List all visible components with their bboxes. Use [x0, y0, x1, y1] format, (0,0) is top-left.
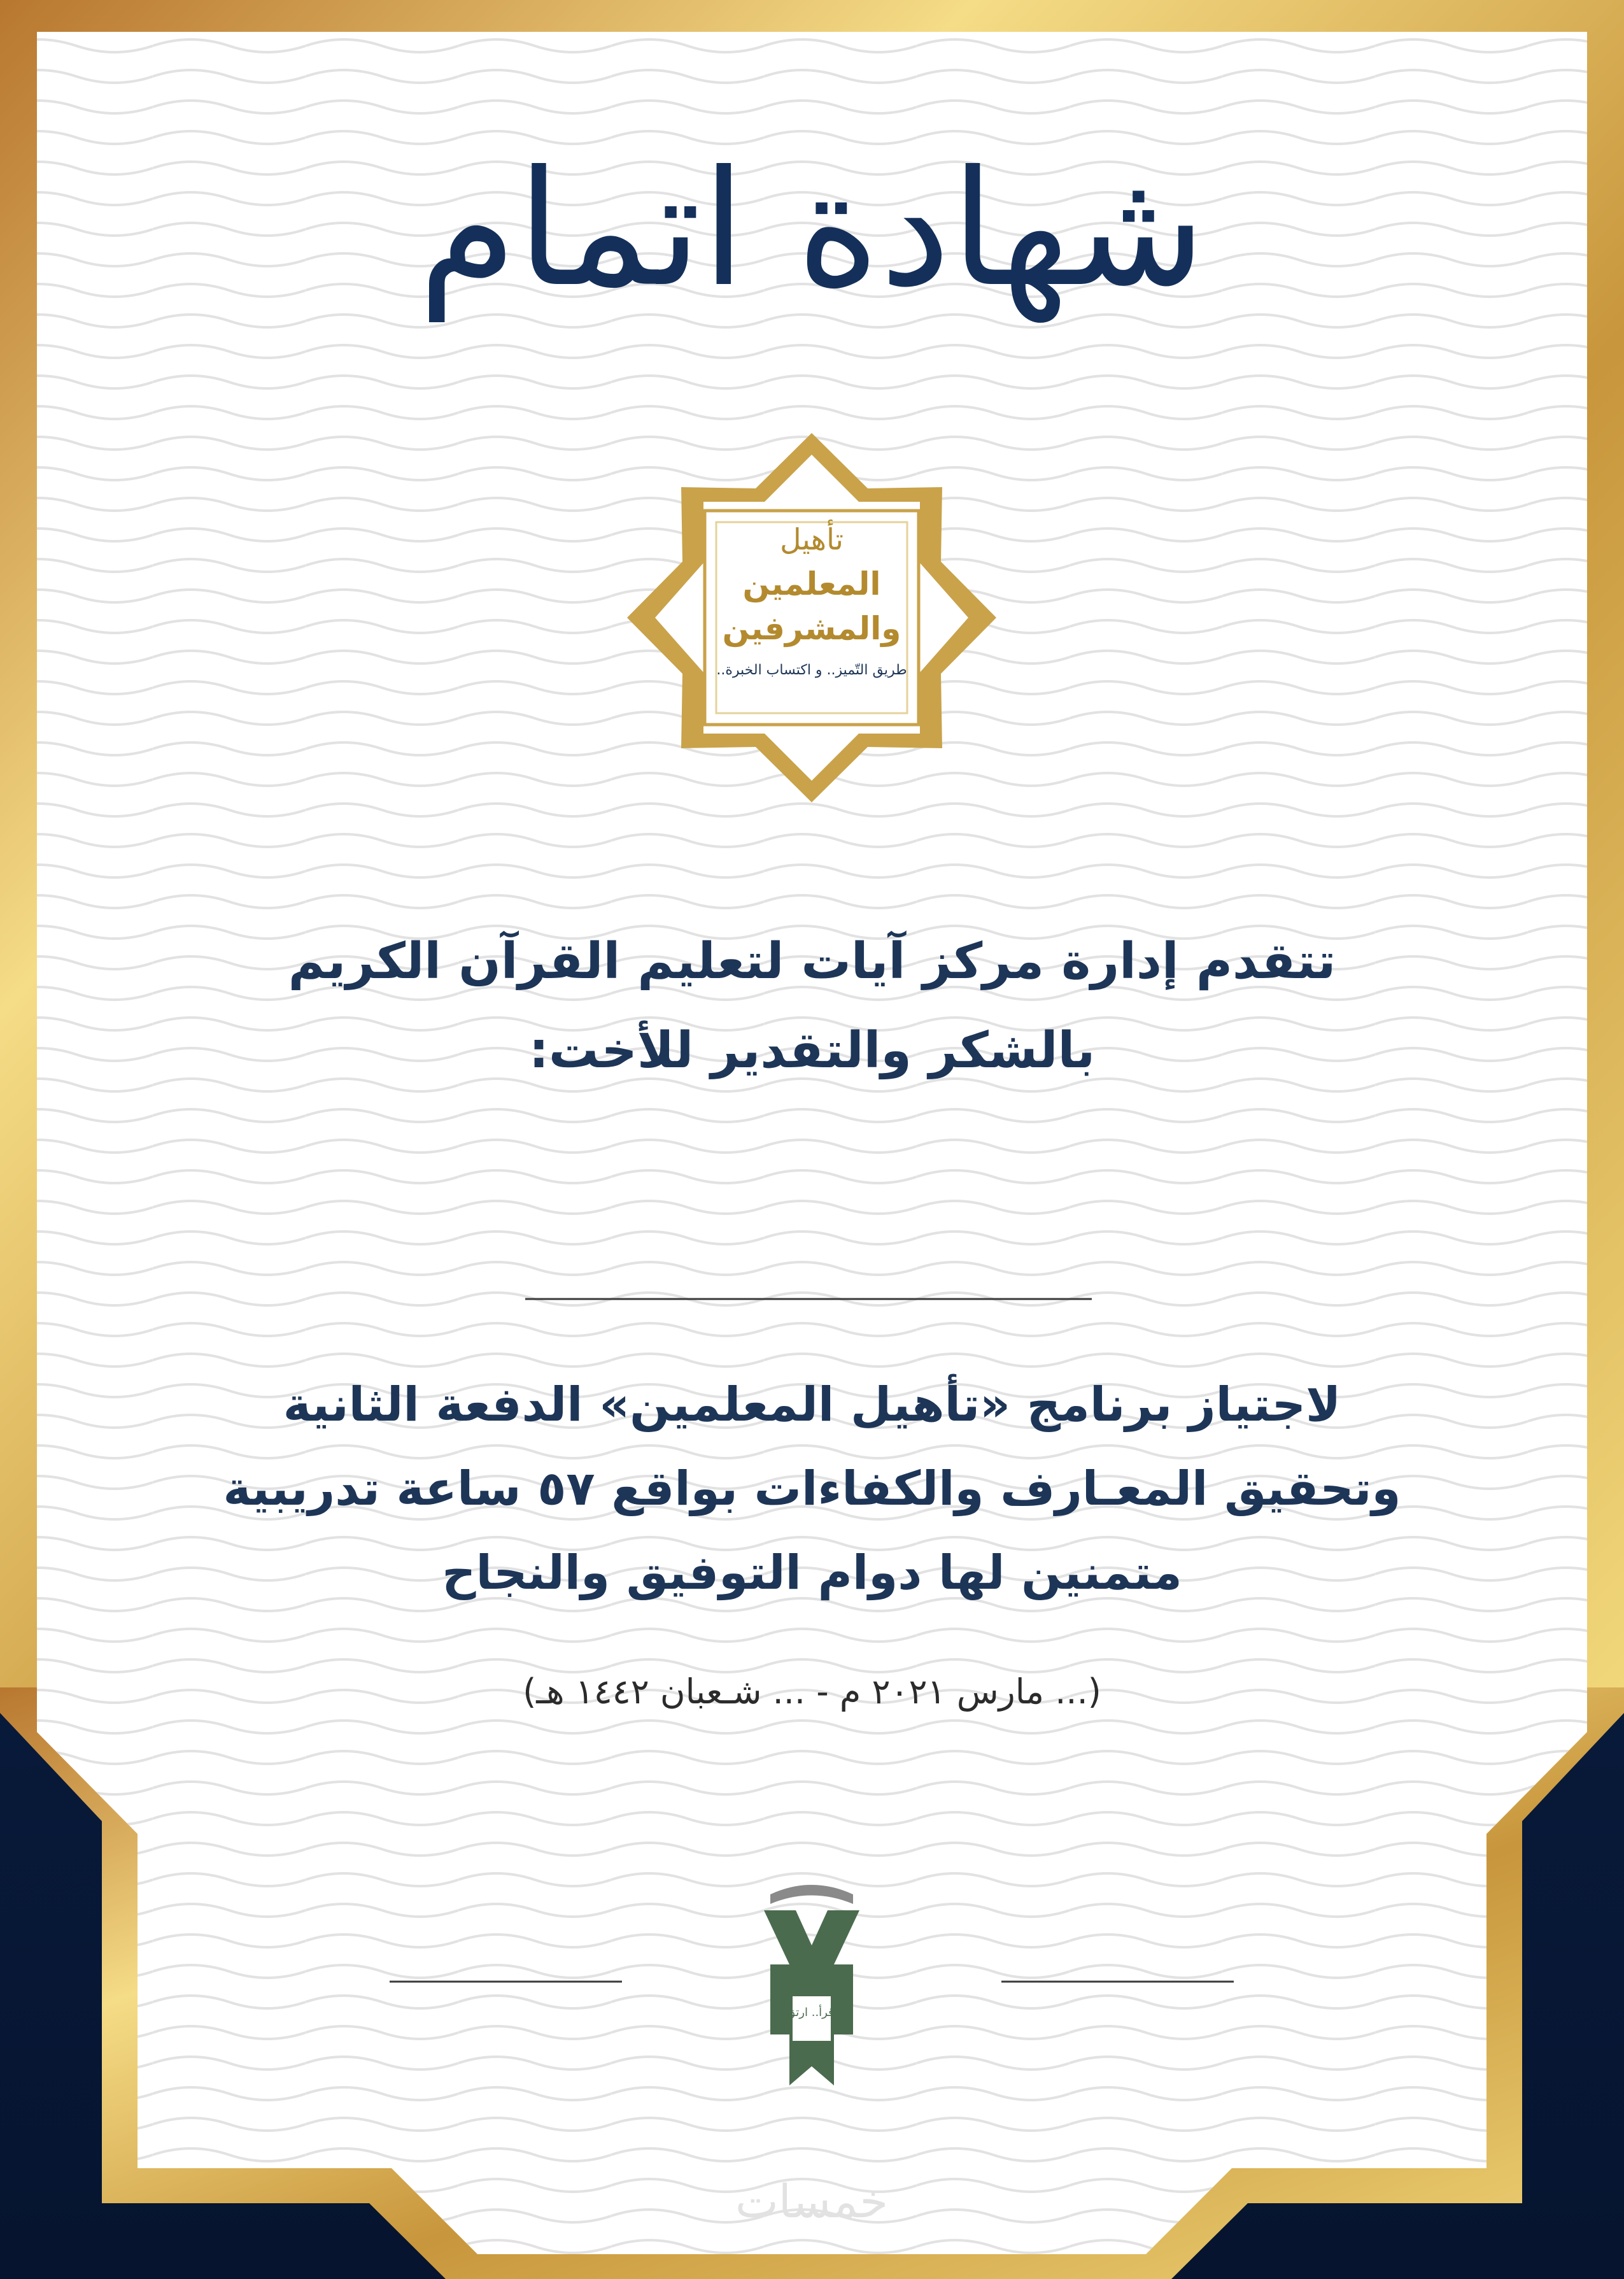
body-text: [0, 1363, 1624, 1615]
body-line: وتحقيق المعـارف والكفاءات بواقع ٥٧ ساعة تدريبية: [223, 1461, 1401, 1516]
certificate-date: (... مارس ٢٠٢١ م - ... شـعبان ١٤٤٢ هـ): [523, 1672, 1101, 1712]
certificate-title: شهادة اتمام: [418, 136, 1206, 322]
badge-tagline: طريق التّميز.. و اكتساب الخبرة..: [716, 662, 907, 678]
intro-text: [0, 917, 1624, 1095]
badge-line-2: المعلمين: [742, 565, 881, 602]
body-line: متمنين لها دوام التوفيق والنجاح: [442, 1545, 1182, 1600]
body-line: لاجتياز برنامج «تأهيل المعلمين» الدفعة الثانية: [283, 1377, 1341, 1432]
badge-line-1: تأهيل: [780, 522, 844, 557]
watermark: خمسات: [735, 2175, 889, 2228]
badge-line-3: والمشرفين: [722, 610, 901, 647]
intro-line: بالشكر والتقدير للأخت:: [528, 1022, 1096, 1079]
center-logo: [758, 1875, 866, 2085]
logo-caption: اقرأ.. ارتق: [786, 2006, 837, 2019]
intro-line: تتقدم إدارة مركز آيات لتعليم القرآن الكريم: [288, 933, 1336, 990]
book-icon: [770, 1885, 853, 1904]
